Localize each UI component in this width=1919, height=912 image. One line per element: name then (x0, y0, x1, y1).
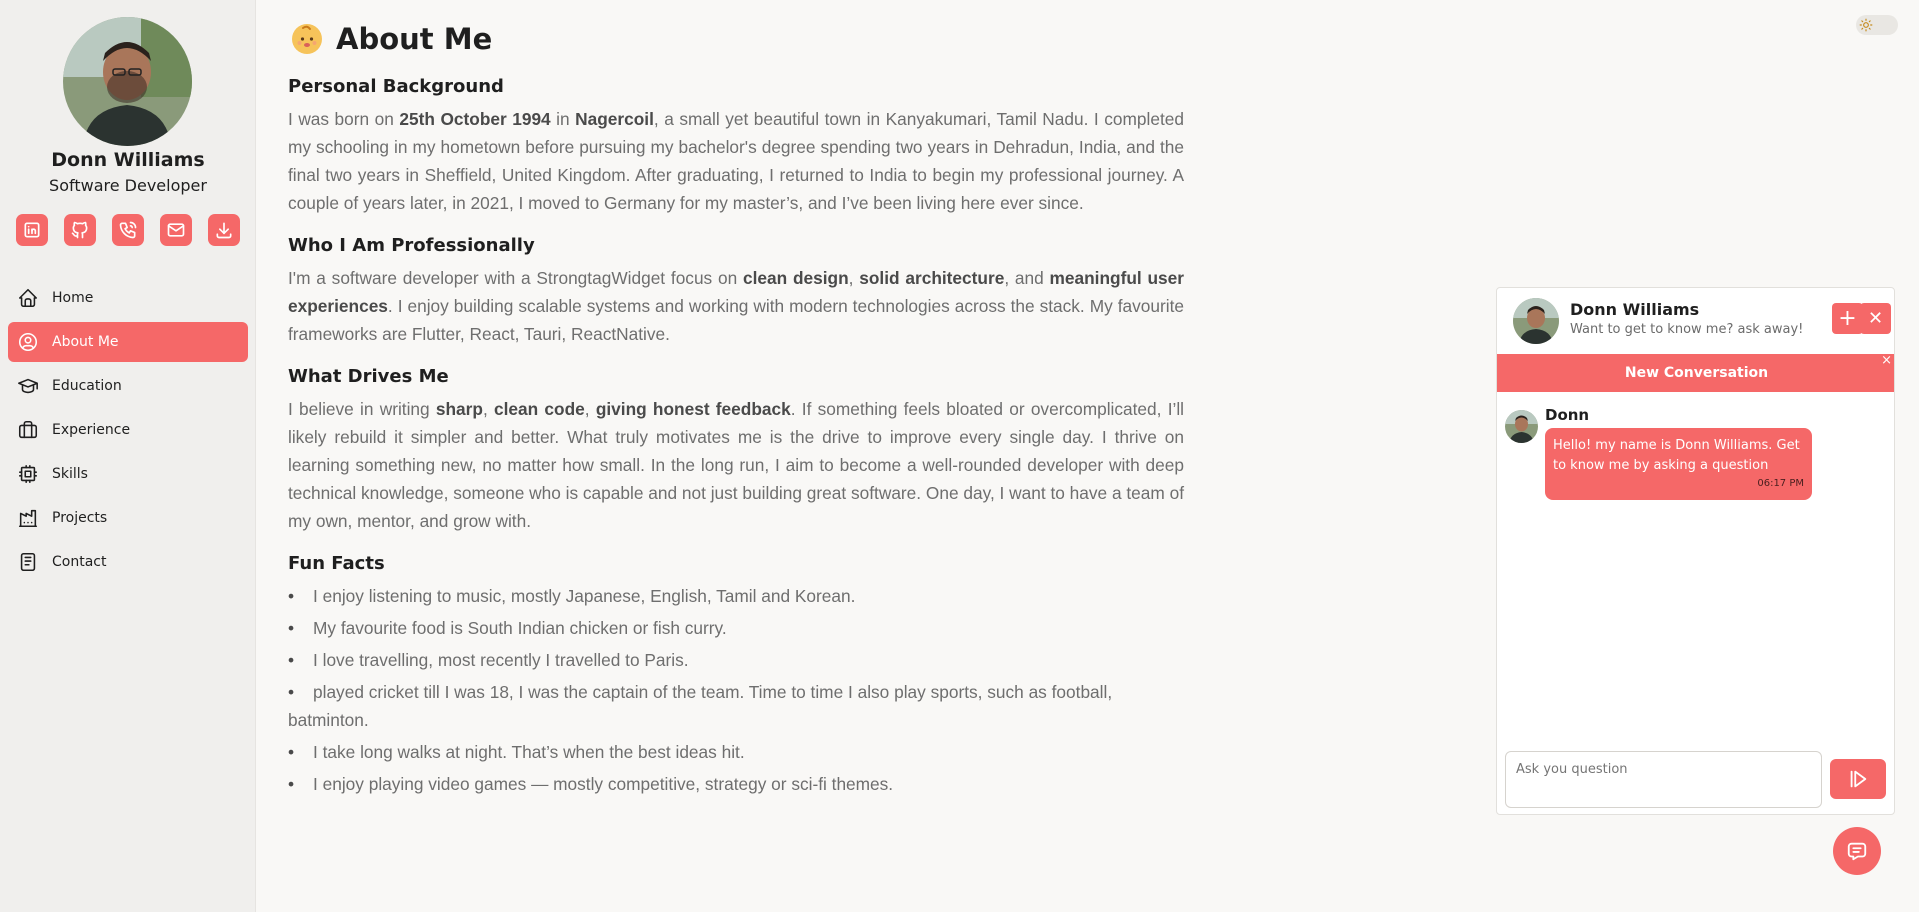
close-chat-button[interactable] (1860, 303, 1891, 334)
section-heading-drives: What Drives Me (288, 366, 449, 387)
briefcase-icon (16, 418, 40, 442)
baby-face-emoji-icon (292, 24, 322, 54)
new-conversation-banner (1497, 354, 1895, 392)
main-nav (8, 278, 248, 586)
profile-avatar (63, 17, 192, 146)
nav-label: Skills (52, 466, 88, 482)
social-links (16, 214, 240, 246)
download-cv-button[interactable] (208, 214, 240, 246)
section-heading-background: Personal Background (288, 76, 504, 97)
list-item: • My favourite food is South Indian chicken or fish curry. (288, 614, 1184, 642)
building-icon (16, 506, 40, 530)
linkedin-button[interactable] (16, 214, 48, 246)
text-run: I'm a software developer with a StrongtagWidget focus on (288, 268, 743, 288)
document-icon (16, 550, 40, 574)
plus-icon: + (1838, 306, 1857, 331)
chat-title: Donn Williams (1570, 300, 1700, 319)
profile-name: Donn Williams (51, 149, 205, 171)
message-icon (1846, 840, 1868, 862)
list-item: • I enjoy listening to music, mostly Japanese, English, Tamil and Korean. (288, 582, 1184, 610)
text-run: . If something feels bloated or overcomplicated, I’ll likely rebuild it simpler and better. What truly motivates me is the drive to improve every single day. I thrive on learning something new, no matter how small. In the long run, I aim to become a well-rounded developer with deep technical knowledge, someone who is capable and not just building great software. One day, I want to have a team of my own, mentor, and grow with. (288, 399, 1185, 531)
nav-label: About Me (52, 334, 119, 350)
text-run: , (848, 268, 860, 288)
nav-label: Home (52, 290, 94, 306)
linkedin-icon (22, 220, 42, 240)
section-heading-facts: Fun Facts (288, 553, 385, 574)
sidebar (0, 0, 256, 912)
text-run: . I enjoy building scalable systems and working with modern technologies across the stack. My favourite frameworks are Flutter, React, Tauri, ReactNative. (288, 296, 1184, 344)
text-run: I was born on (288, 109, 400, 129)
graduation-cap-icon (16, 374, 40, 398)
text-run: , (482, 399, 494, 419)
github-button[interactable] (64, 214, 96, 246)
phone-icon (118, 220, 138, 240)
background-paragraph (288, 105, 1184, 217)
nav-label: Projects (52, 510, 108, 526)
professional-paragraph (288, 264, 1184, 348)
send-icon (1847, 768, 1869, 790)
message-text: Hello! my name is Donn Williams. Get to know me by asking a question (1553, 438, 1800, 473)
birth-place: Nagercoil (575, 109, 654, 129)
message-avatar (1505, 410, 1538, 443)
download-icon (214, 220, 234, 240)
page-title (288, 18, 1184, 60)
message-time: 06:17 PM (1757, 478, 1804, 489)
chat-header (1497, 288, 1895, 353)
text-run: in (550, 109, 576, 129)
nav-item-projects[interactable] (8, 498, 248, 538)
nav-label: Experience (52, 422, 131, 438)
emphasis: clean design (743, 268, 849, 288)
emphasis: sharp (435, 399, 483, 419)
section-heading-professional: Who I Am Professionally (288, 235, 535, 256)
nav-item-skills[interactable] (8, 454, 248, 494)
chat-subtitle: Want to get to know me? ask away! (1570, 322, 1804, 337)
theme-toggle[interactable] (1856, 15, 1898, 35)
phone-button[interactable] (112, 214, 144, 246)
list-item: • I enjoy playing video games — mostly competitive, strategy or sci-fi themes. (288, 770, 1184, 798)
message-bubble (1545, 428, 1812, 500)
list-item: • played cricket till I was 18, I was the captain of the team. Time to time I also play sports, such as football, batminton. (288, 678, 1184, 734)
nav-item-contact[interactable] (8, 542, 248, 582)
text-run: , a small yet beautiful town in Kanyakumari, Tamil Nadu. I completed my schooling in my hometown before pursuing my bachelor's degree spending two years in Dehradun, India, and the final two years in Sheffield, United Kingdom. After graduating, I returned to India to begin my professional journey. A couple of years later, in 2021, I moved to Germany for my master’s, and I’ve been living here ever since. (288, 109, 1184, 213)
close-icon: ✕ (1867, 308, 1884, 329)
cpu-icon (16, 462, 40, 486)
emphasis: giving honest feedback (595, 399, 791, 419)
banner-text: New Conversation (1624, 365, 1769, 381)
fun-facts-list (288, 582, 1184, 798)
emphasis: meaningful user experiences (288, 268, 1184, 316)
nav-item-about-me[interactable] (8, 322, 248, 362)
nav-item-education[interactable] (8, 366, 248, 406)
banner-close-icon[interactable]: × (1881, 353, 1892, 368)
drives-paragraph (288, 395, 1184, 535)
main-content (288, 18, 1184, 802)
page-title-text: About Me (336, 22, 493, 56)
profile-role: Software Developer (49, 176, 207, 195)
new-chat-button[interactable] (1832, 303, 1863, 334)
chat-input[interactable] (1505, 751, 1822, 808)
user-circle-icon (16, 330, 40, 354)
emphasis: clean code (494, 399, 585, 419)
message-sender: Donn (1545, 406, 1590, 424)
chat-window (1496, 287, 1895, 815)
send-button[interactable] (1830, 759, 1886, 799)
nav-label: Education (52, 378, 122, 394)
mail-button[interactable] (160, 214, 192, 246)
birth-date: 25th October 1994 (399, 109, 551, 129)
text-run: , (584, 399, 596, 419)
text-run: I believe in writing (288, 399, 436, 419)
nav-label: Contact (52, 554, 107, 570)
text-run: , and (1004, 268, 1050, 288)
github-icon (70, 220, 90, 240)
chat-avatar (1513, 298, 1559, 344)
emphasis: solid architecture (859, 268, 1005, 288)
home-icon (16, 286, 40, 310)
nav-item-home[interactable] (8, 278, 248, 318)
list-item: • I take long walks at night. That’s when the best ideas hit. (288, 738, 1184, 766)
nav-item-experience[interactable] (8, 410, 248, 450)
list-item: • I love travelling, most recently I travelled to Paris. (288, 646, 1184, 674)
mail-icon (166, 220, 186, 240)
sun-icon (1858, 17, 1874, 33)
chat-fab-button[interactable] (1833, 827, 1881, 875)
